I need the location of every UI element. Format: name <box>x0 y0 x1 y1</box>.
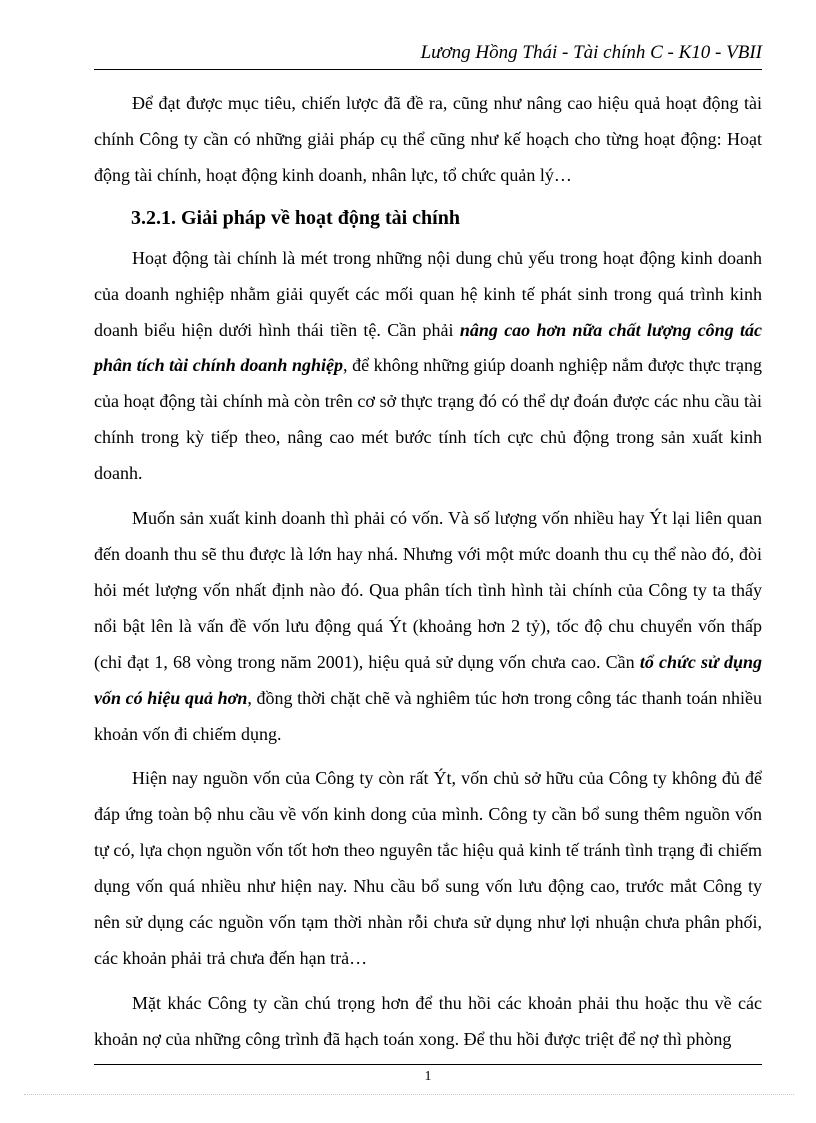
paragraph-1-text-end: , để không những giúp doanh nghiệp nắm được thực trạng của hoạt động tài chính mà còn trên cơ sở thực trạng đó có thể dự đoán được các nhu cầu tài chính trong kỳ tiếp theo, nâng cao mét bước tính tích cực chủ động trong sản xuất kinh doanh. <box>94 355 762 484</box>
page-edge-dotted-line <box>24 1094 794 1095</box>
paragraph-2-emphasis: tổ chức sử dụng vốn có hiệu quả hơn <box>94 651 762 708</box>
running-header: Lương Hồng Thái - Tài chính C - K10 - VBII <box>94 41 762 70</box>
paragraph-1-emphasis: nâng cao hơn nữa chất lượng công tác phân tích tài chính doanh nghiệp <box>94 319 762 376</box>
document-body <box>94 86 762 1067</box>
paragraph-2-text-start: Muốn sản xuất kinh doanh thì phải có vốn. Và số lượng vốn nhiều hay Ýt lại liên quan đến doanh thu sẽ thu được là lớn hay nhá. Nhưng với một mức doanh thu cụ thể nào đó, đòi hỏi mét lượng vốn nhất định nào đó. Qua phân tích tình hình tài chính của Công ty ta thấy nổi bật lên là vấn đề vốn lưu động quá Ýt (khoảng hơn 2 tỷ), tốc độ chu chuyển vốn thấp (chỉ đạt 1, 68 vòng trong năm 2001), hiệu quả sử dụng vốn chưa cao. Cần <box>94 508 762 672</box>
paragraph-2 <box>94 501 762 752</box>
paragraph-1-text-start: Hoạt động tài chính là mét trong những nội dung chủ yếu trong hoạt động kinh doanh của doanh nghiệp nhằm giải quyết các mối quan hệ kinh tế phát sinh trong quá trình kinh doanh biểu hiện dưới hình thái tiền tệ. Cần phải <box>94 247 762 340</box>
intro-paragraph: Để đạt được mục tiêu, chiến lược đã đề ra, cũng như nâng cao hiệu quả hoạt động tài chính Công ty cần có những giải pháp cụ thể cũng như kế hoạch cho từng hoạt động: Hoạt động tài chính, hoạt động kinh doanh, nhân lực, tổ chức quản lý… <box>94 93 762 185</box>
section-heading: 3.2.1. Giải pháp về hoạt động tài chính <box>131 206 460 229</box>
footer-divider <box>94 1064 762 1065</box>
paragraph-2-text-end: , đồng thời chặt chẽ và nghiêm túc hơn trong công tác thanh toán nhiều khoản vốn đi chiếm dụng. <box>94 687 762 744</box>
page-number: 1 <box>424 1069 432 1084</box>
paragraph-4: Mặt khác Công ty cần chú trọng hơn để thu hồi các khoản phải thu hoặc thu về các khoản nợ của những công trình đã hạch toán xong. Để thu hồi được triệt để nợ thì phòng <box>94 992 762 1049</box>
paragraph-1 <box>94 241 762 492</box>
paragraph-3: Hiện nay nguồn vốn của Công ty còn rất Ýt, vốn chủ sở hữu của Công ty không đủ để đáp ứng toàn bộ nhu cầu về vốn kinh dong của mình. Công ty cần bổ sung thêm nguồn vốn tự có, lựa chọn nguồn vốn tốt hơn theo nguyên tắc hiệu quả kinh tế tránh tình trạng đi chiếm dụng vốn quá nhiều như hiện nay. Nhu cầu bổ sung vốn lưu động cao, trước mắt Công ty nên sử dụng các nguồn vốn tạm thời nhàn rỗi chưa sử dụng như lợi nhuận chưa phân phối, các khoản phải trả chưa đến hạn trả… <box>94 768 762 968</box>
